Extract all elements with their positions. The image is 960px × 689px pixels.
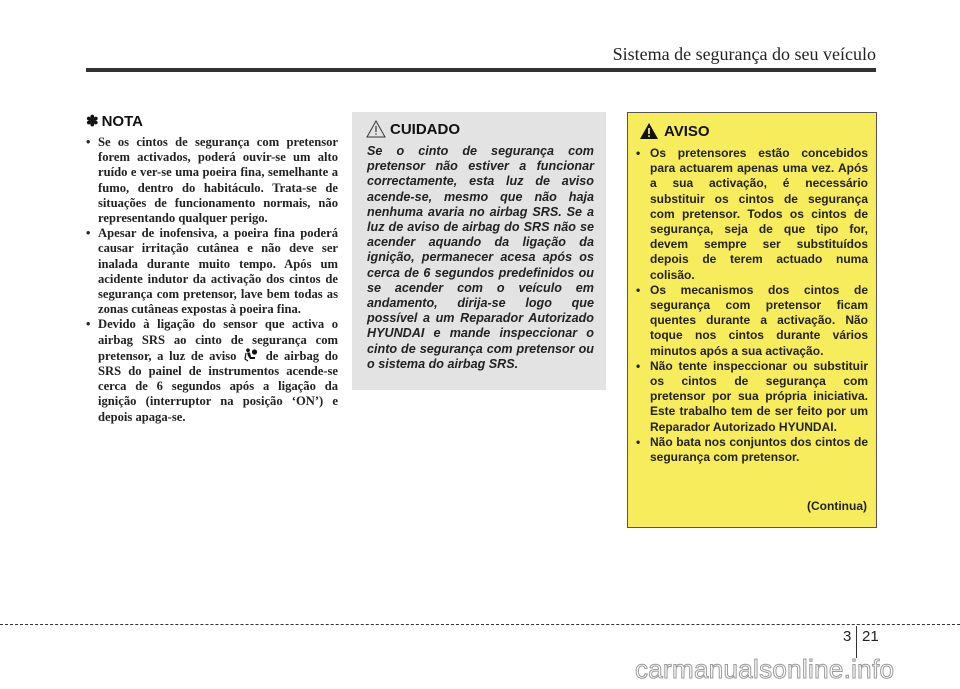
- aviso-item: [636, 359, 868, 435]
- page-header-title: Sistema de segurança do seu veículo: [612, 44, 876, 64]
- airbag-warning-icon: [244, 348, 258, 362]
- nota-item-text-part1: Devido à ligação do sensor que activa o airbag SRS ao cinto de segurança com pretensor, a luz de aviso: [98, 317, 338, 363]
- page-number: 21: [862, 628, 879, 645]
- aviso-title: AVISO: [664, 122, 710, 140]
- cuidado-title: CUIDADO: [390, 120, 460, 138]
- aviso-item: [636, 146, 868, 283]
- warning-triangle-outline-icon: [366, 120, 386, 138]
- aviso-list: [636, 146, 868, 465]
- footer-rule: [0, 624, 960, 625]
- aviso-item-text: Não tente inspeccionar ou substituir os cintos de segurança com pretensor por sua própria iniciativa. Este trabalho tem de ser feito por um Reparador Autorizado HYUNDAI.: [650, 358, 868, 434]
- nota-item: [86, 317, 338, 424]
- continued-label: (Continua): [807, 499, 867, 513]
- aviso-box: [627, 112, 877, 528]
- nota-item-text: Se os cintos de segurança com pretensor forem activados, poderá ouvir-se um alto ruído e ver-se uma poeira fina, semelhante a fumo, dentro do habitáculo. Trata-se de situações de funcionamento normais, não representando qualquer perigo.: [98, 135, 338, 226]
- bullet: •: [636, 358, 641, 373]
- cuidado-header: [366, 120, 460, 138]
- aviso-item: [636, 283, 868, 359]
- bullet: •: [86, 226, 91, 241]
- nota-item-text-part2: de airbag do SRS do painel de instrumentos acende-se cerca de 6 segundos após a ligação da ignição (interruptor na posição ‘ON’) e depois apaga-se.: [98, 348, 338, 424]
- cuidado-text: Se o cinto de segurança com pretensor não estiver a funcionar correctamente, esta luz de aviso acende-se, mesmo que não haja nenhuma avaria no airbag SRS. Se a luz de aviso de airbag do SRS não se acender aquando da ligação da ignição, permanecer acesa após os cerca de 6 segundos predefinidos ou se acender com o veículo em andamento, dirija-se logo que possível a um Reparador Autorizado HYUNDAI e mande inspeccionar o cinto de segurança com pretensor ou o sistema do airbag SRS.: [367, 144, 594, 371]
- warning-triangle-icon: [639, 122, 659, 140]
- bullet: •: [636, 282, 641, 297]
- nota-heading: [86, 112, 338, 130]
- bullet: •: [636, 434, 641, 449]
- aviso-item-text: Não bata nos conjuntos dos cintos de segurança com pretensor.: [650, 434, 868, 465]
- bullet: •: [86, 317, 91, 332]
- header-rule: [86, 68, 876, 72]
- star-icon: ✽: [86, 113, 99, 130]
- nota-section: [86, 112, 338, 425]
- nota-item: [86, 135, 338, 226]
- nota-list: [86, 135, 338, 425]
- bullet: •: [86, 135, 91, 149]
- aviso-item-text: Os pretensores estão concebidos para actuarem apenas uma vez. Após a sua activação, é necessário substituir os cintos de segurança com pretensor. Todos os cintos de segurança, seja de que tipo for, devem sempre ser substituídos depois de terem actuado numa colisão.: [650, 146, 868, 282]
- watermark: carmanualsonline.info: [635, 654, 895, 684]
- bullet: •: [636, 146, 641, 160]
- nota-item-text: Apesar de inofensiva, a poeira fina poderá causar irritação cutânea e não deve ser inalada durante muito tempo. Após um acidente indutor da activação dos cintos de segurança com pretensor, lave bem todas as zonas cutâneas expostas à poeira fina.: [98, 226, 338, 317]
- nota-heading-label: NOTA: [101, 113, 143, 130]
- nota-item: [86, 226, 338, 317]
- aviso-item-text: Os mecanismos dos cintos de segurança com pretensor ficam quentes durante a activação. Não toque nos cintos durante vários minutos após a sua activação.: [650, 282, 868, 358]
- aviso-item: [636, 435, 868, 465]
- chapter-number: 3: [843, 628, 852, 645]
- cuidado-box: [352, 112, 606, 390]
- aviso-header: [639, 122, 710, 140]
